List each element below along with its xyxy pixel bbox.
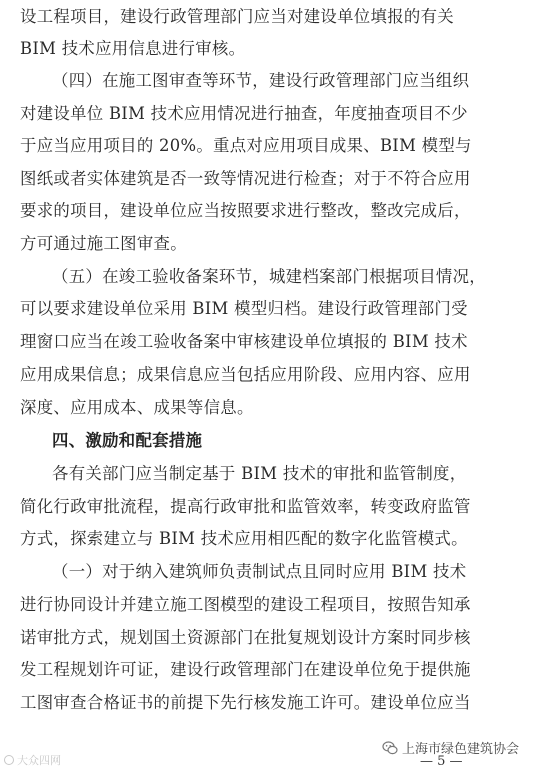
text-line: 方可通过施工图审查。 [20, 234, 187, 253]
text-line: 工图审查合格证书的前提下先行核发施工许可。建设单位应当 [20, 693, 471, 712]
section-heading: 四、激励和配套措施 [52, 431, 203, 450]
text-line: 诺审批方式，规划国土资源部门在批复规划设计方案时同步核 [20, 628, 471, 647]
text-line: 图纸或者实体建筑是否一致等情况进行检查；对于不符合应用 [20, 169, 471, 188]
text-line: 各有关部门应当制定基于 BIM 技术的审批和监管制度， [52, 464, 467, 483]
text-line: （一）对于纳入建筑师负责制试点且同时应用 BIM 技术 [52, 562, 467, 581]
text-line: 对建设单位 BIM 技术应用情况进行抽查，年度抽查项目不少 [20, 104, 468, 123]
wechat-icon [382, 740, 398, 756]
watermark-left [4, 752, 61, 768]
watermark-logo-icon [4, 755, 14, 765]
text-line: （四）在施工图审查等环节，建设行政管理部门应当组织 [52, 71, 470, 90]
text-line: 于应当应用项目的 20%。重点对应用项目成果、BIM 模型与 [20, 136, 472, 155]
text-line: 进行协同设计并建立施工图模型的建设工程项目，按照告知承 [20, 595, 471, 614]
watermark-left-text: 大众四网 [17, 754, 61, 767]
watermark-right [382, 738, 519, 757]
text-line: 发工程规划许可证，建设行政管理部门在建设单位免于提供施 [20, 660, 471, 679]
text-line: BIM 技术应用信息进行审核。 [20, 39, 246, 58]
text-line: 简化行政审批流程，提高行政审批和监管效率，转变政府监管 [20, 497, 471, 516]
text-line: 理窗口应当在竣工验收备案中审核建设单位填报的 BIM 技术 [20, 332, 468, 351]
text-line: 可以要求建设单位采用 BIM 模型归档。建设行政管理部门受 [20, 299, 468, 318]
text-line: （五）在竣工验收备案环节，城建档案部门根据项目情况， [52, 267, 486, 286]
text-line: 方式，探索建立与 BIM 技术应用相匹配的数字化监管模式。 [20, 529, 468, 548]
page-number: — 5 — [420, 754, 463, 769]
text-line: 设工程项目，建设行政管理部门应当对建设单位填报的有关 [20, 7, 454, 26]
watermark-right-text: 上海市绿色建筑协会 [401, 742, 519, 757]
text-line: 深度、应用成本、成果等信息。 [20, 398, 254, 417]
text-line: 应用成果信息；成果信息应当包括应用阶段、应用内容、应用 [20, 365, 471, 384]
text-line: 要求的项目，建设单位应当按照要求进行整改，整改完成后， [20, 201, 471, 220]
